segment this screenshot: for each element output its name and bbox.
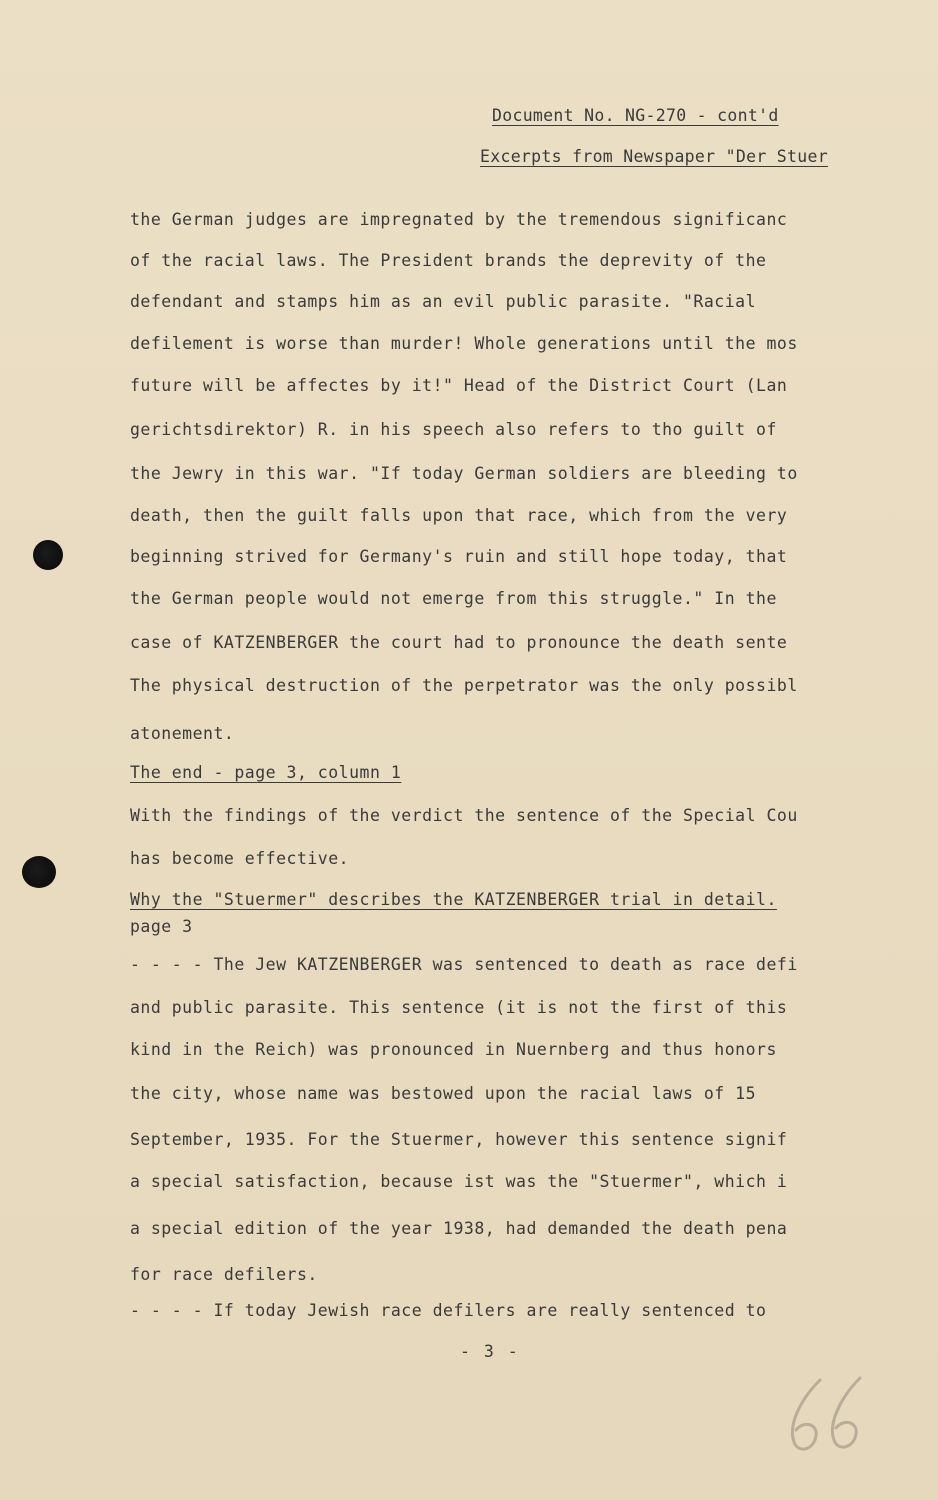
text-line: Why the "Stuermer" describes the KATZENBERGER trial in detail. xyxy=(130,890,777,909)
text-line: the German judges are impregnated by the tremendous significanc xyxy=(130,210,788,229)
text-line: of the racial laws. The President brands the deprevity of the xyxy=(130,251,767,270)
handwritten-archive-number xyxy=(780,1370,890,1460)
document-number: Document No. NG-270 - cont'd xyxy=(492,106,779,125)
text-line: With the findings of the verdict the sentence of the Special Cou xyxy=(130,806,798,825)
text-line: has become effective. xyxy=(130,849,350,868)
text-line: - - - - The Jew KATZENBERGER was sentenced to death as race defi xyxy=(130,955,798,974)
text-line: the city, whose name was bestowed upon the racial laws of 15 xyxy=(130,1084,757,1103)
text-line: beginning strived for Germany's ruin and still hope today, that xyxy=(130,547,788,566)
text-line: kind in the Reich) was pronounced in Nuernberg and thus honors xyxy=(130,1040,777,1059)
text-line: page 3 xyxy=(130,917,193,936)
excerpts-heading: Excerpts from Newspaper "Der Stuer xyxy=(480,147,828,166)
text-line: and public parasite. This sentence (it is not the first of this xyxy=(130,998,788,1017)
text-line: gerichtsdirektor) R. in his speech also refers to tho guilt of xyxy=(130,420,777,439)
text-line: the Jewry in this war. "If today German soldiers are bleeding to xyxy=(130,464,798,483)
page-number: - 3 - xyxy=(460,1342,520,1361)
text-line: future will be affectes by it!" Head of the District Court (Lan xyxy=(130,376,788,395)
text-line: defilement is worse than murder! Whole generations until the mos xyxy=(130,334,798,353)
text-line: death, then the guilt falls upon that race, which from the very xyxy=(130,506,788,525)
text-line: The end - page 3, column 1 xyxy=(130,763,402,782)
text-line: case of KATZENBERGER the court had to pronounce the death sente xyxy=(130,633,788,652)
text-line: The physical destruction of the perpetrator was the only possibl xyxy=(130,676,798,695)
text-line: - - - - If today Jewish race defilers are really sentenced to xyxy=(130,1301,767,1320)
text-line: for race defilers. xyxy=(130,1265,318,1284)
punch-hole xyxy=(33,540,63,570)
punch-hole xyxy=(22,856,56,888)
text-line: September, 1935. For the Stuermer, however this sentence signif xyxy=(130,1130,788,1149)
text-line: the German people would not emerge from this struggle." In the xyxy=(130,589,777,608)
text-line: a special satisfaction, because ist was the "Stuermer", which i xyxy=(130,1172,788,1191)
text-line: defendant and stamps him as an evil public parasite. "Racial xyxy=(130,292,757,311)
text-line: atonement. xyxy=(130,724,235,743)
text-line: a special edition of the year 1938, had demanded the death pena xyxy=(130,1219,788,1238)
